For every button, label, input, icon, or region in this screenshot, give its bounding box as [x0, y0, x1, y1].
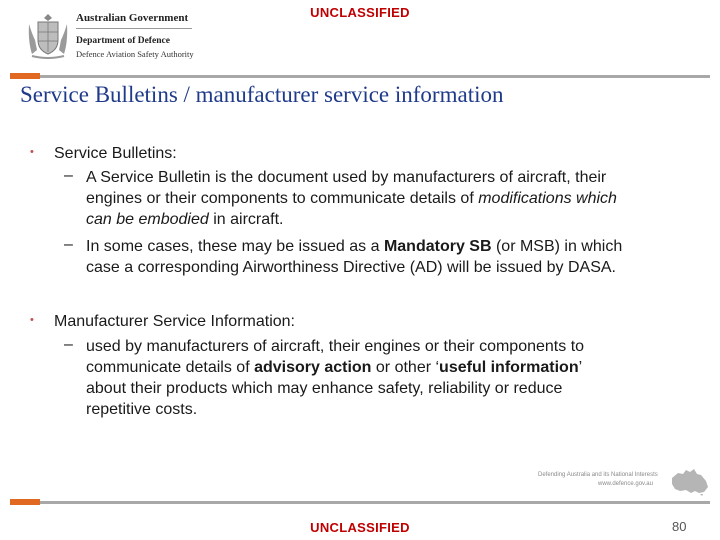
footer-tagline: Defending Australia and its National Interests: [538, 472, 658, 478]
text-run: In some cases, these may be issued as a: [86, 238, 384, 255]
sub-bullet-line: [86, 357, 582, 378]
footer-accent-bar: [10, 499, 40, 505]
sub-bullet-line: [86, 399, 197, 420]
bullet-heading: Service Bulletins:: [54, 145, 177, 162]
bullet-marker: •: [30, 314, 34, 326]
coat-of-arms-icon: [26, 10, 70, 60]
logo-government-text: Australian Government: [76, 12, 189, 24]
text-run: engines or their components to communicate details of: [86, 190, 479, 207]
italic-text: modifications which: [478, 190, 617, 207]
title-accent-bar: [10, 73, 40, 79]
text-run: A Service Bulletin is the document used by manufacturers of aircraft, their: [86, 169, 607, 186]
logo-divider: [76, 28, 192, 29]
sub-bullet-dash: –: [64, 236, 73, 253]
sub-bullet-line: [86, 257, 616, 278]
sub-bullet-line: [86, 167, 606, 188]
slide-title: Service Bulletins / manufacturer service information: [20, 82, 504, 107]
page-number: 80: [672, 519, 687, 534]
classification-bottom: UNCLASSIFIED: [310, 520, 410, 535]
text-run: about their products which may enhance safety, reliability or reduce: [86, 380, 563, 397]
sub-bullet-dash: –: [64, 336, 73, 353]
text-run: ’: [578, 359, 583, 376]
title-divider: [40, 75, 710, 78]
sub-bullet-line: [86, 209, 283, 230]
sub-bullet-line: [86, 378, 562, 399]
italic-text: can be embodied: [86, 211, 209, 228]
bullet-marker: •: [30, 146, 34, 158]
australia-map-icon: [668, 466, 712, 496]
logo-department-text: Department of Defence: [76, 36, 170, 46]
sub-bullet-line: [86, 236, 622, 257]
government-logo: [26, 10, 196, 62]
text-run: (or MSB) in which: [491, 238, 623, 255]
bold-text: Mandatory SB: [383, 238, 492, 255]
footer-divider: [40, 501, 710, 504]
text-run: used by manufacturers of aircraft, their engines or their components to: [86, 338, 585, 355]
text-run: or other ‘: [371, 359, 440, 376]
bold-text: advisory action: [254, 359, 372, 376]
text-run: communicate details of: [86, 359, 255, 376]
footer-url: www.defence.gov.au: [598, 481, 653, 487]
bullet-heading: Manufacturer Service Information:: [54, 313, 295, 330]
text-run: in aircraft.: [208, 211, 284, 228]
classification-top: UNCLASSIFIED: [310, 5, 410, 20]
text-run: case a corresponding Airworthiness Directive (AD) will be issued by DASA.: [86, 259, 616, 276]
bold-text: useful information: [439, 359, 579, 376]
sub-bullet-dash: –: [64, 167, 73, 184]
text-run: repetitive costs.: [86, 401, 198, 418]
sub-bullet-line: [86, 188, 617, 209]
logo-authority-text: Defence Aviation Safety Authority: [76, 49, 194, 59]
sub-bullet-line: [86, 336, 584, 357]
